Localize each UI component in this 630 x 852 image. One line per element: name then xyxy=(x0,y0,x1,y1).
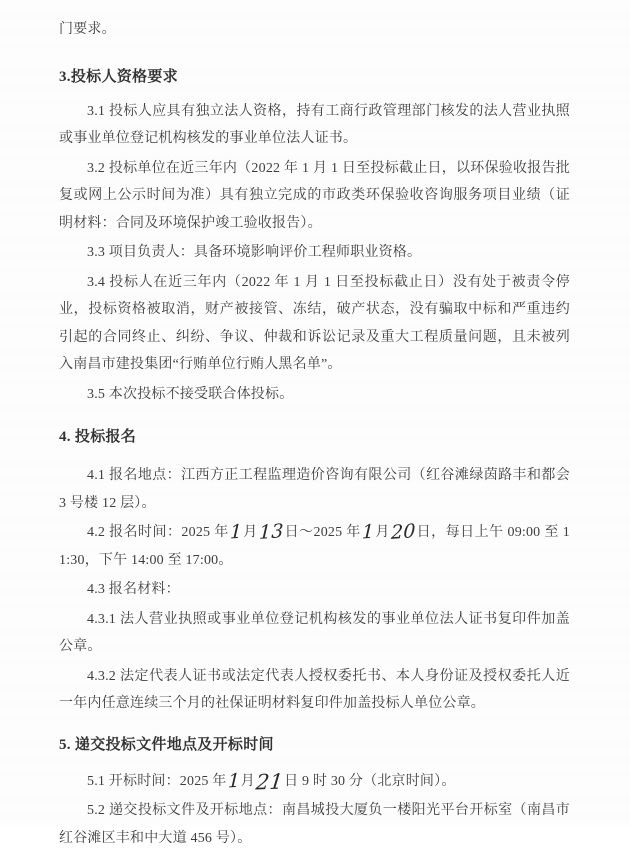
para-3-1: 3.1 投标人应具有独立法人资格，持有工商行政管理部门核发的法人营业执照或事业单位登记机构核发的事业单位法人证书。 xyxy=(59,103,570,146)
section-4-heading: 4. 投标报名 xyxy=(59,429,137,445)
para-4-2-printed-text: 日，每日上午 09:00 至 11:30，下午 14:00 至 17:00。 xyxy=(59,525,570,568)
para-3-5: 3.5 本次投标不接受联合体投标。 xyxy=(87,386,294,402)
handwritten-open-day: 21 xyxy=(254,768,285,795)
para-4-2-printed-text: 日～2025 年 xyxy=(284,525,361,540)
para-4-2-printed-text: 月 xyxy=(375,525,390,540)
para-4-2-printed-text: 月 xyxy=(242,525,258,540)
handwritten-month-start: 1 xyxy=(229,520,243,544)
para-4-3-2: 4.3.2 法定代表人证书或法定代表人授权委托书、本人身份证及授权委托人近一年内任意连续三个月的社保证明材料复印件加盖投标人单位公章。 xyxy=(59,668,570,711)
para-4-1: 4.1 报名地点：江西方正工程监理造价咨询有限公司（红谷滩绿茵路丰和都会 3 号楼 12 层）。 xyxy=(59,468,570,511)
para-5-1 xyxy=(59,768,570,796)
continuation-line: 门要求。 xyxy=(59,22,116,37)
section-3-heading: 3.投标人资格要求 xyxy=(59,68,178,85)
para-4-3-1: 4.3.1 法人营业执照或事业单位登记机构核发的事业单位法人证书复印件加盖公章。 xyxy=(59,611,570,654)
handwritten-open-month: 1 xyxy=(227,769,241,792)
section-5-heading: 5. 递交投标文件地点及开标时间 xyxy=(59,736,274,753)
para-4-3: 4.3 报名材料： xyxy=(87,582,180,597)
para-5-1-printed-text: 5.1 开标时间：2025 年 xyxy=(87,773,227,789)
para-5-1-printed-text: 月 xyxy=(240,773,255,789)
handwritten-day-start: 13 xyxy=(258,520,284,544)
para-3-3: 3.3 项目负责人：具备环境影响评价工程师职业资格。 xyxy=(87,245,422,260)
handwritten-month-end: 1 xyxy=(361,520,375,544)
para-5-1-printed-text: 日 9 时 30 分（北京时间）。 xyxy=(284,773,456,789)
para-4-2-printed-text: 4.2 报名时间：2025 年 xyxy=(87,525,229,540)
handwritten-day-end: 20 xyxy=(390,520,416,544)
para-4-2 xyxy=(59,519,570,574)
para-3-2: 3.2 投标单位在近三年内（2022 年 1 月 1 日至投标截止日，以环保验收报告批复或网上公示时间为准）具有独立完成的市政类环保验收咨询服务项目业绩（证明材料：合同及环境保护竣工验收报告）。 xyxy=(59,160,570,231)
para-5-2: 5.2 递交投标文件及开标地点：南昌城投大厦负一楼阳光平台开标室（南昌市红谷滩区丰和中大道 456 号）。 xyxy=(59,803,570,846)
para-3-4: 3.4 投标人在近三年内（2022 年 1 月 1 日至投标截止日）没有处于被责令停业，投标资格被取消，财产被接管、冻结，破产状态，没有骗取中标和严重违约引起的合同终止、纠纷、争议、仲裁和诉讼记录及重大工程质量问题，且未被列入南昌市建投集团“行贿单位行贿人黑名单”。 xyxy=(59,274,570,372)
